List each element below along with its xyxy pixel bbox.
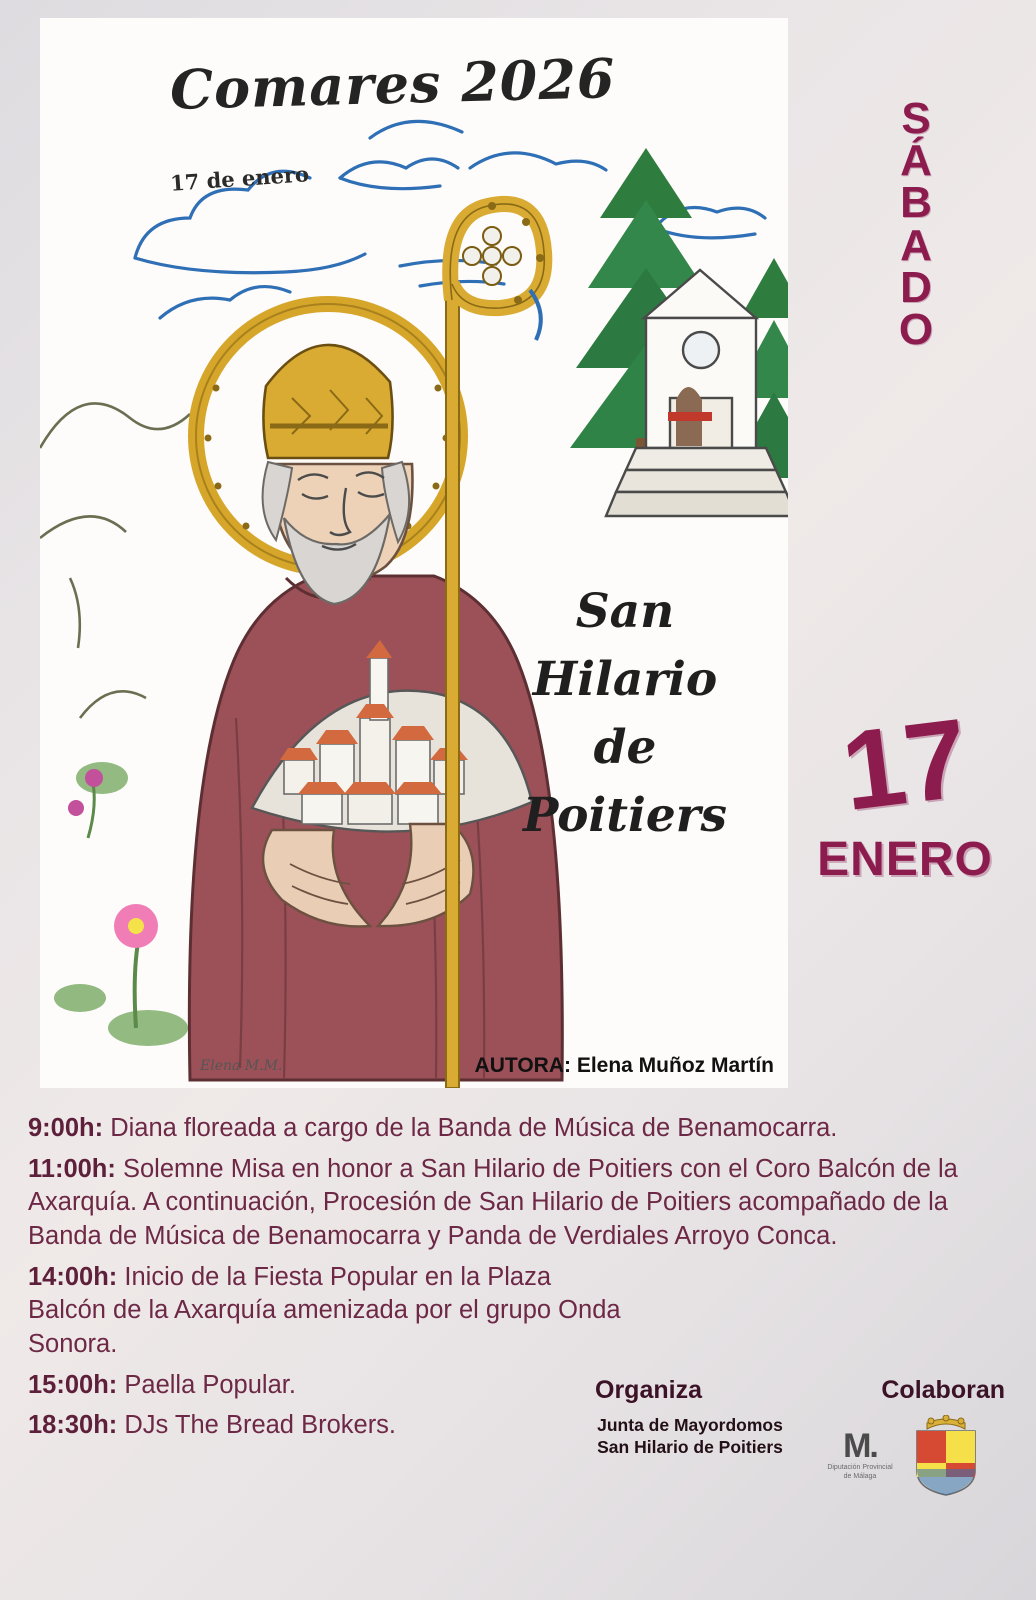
- weekday-vertical: [856, 94, 976, 355]
- saint-name-line-3: de: [593, 720, 657, 776]
- weekday-letter-5: D: [900, 262, 932, 312]
- weekday-letter-6: O: [898, 305, 934, 355]
- weekday-letter-3: B: [900, 178, 932, 228]
- schedule-time: 9:00h:: [28, 1114, 104, 1142]
- schedule-item: [28, 1261, 628, 1362]
- schedule-text: Paella Popular.: [117, 1370, 296, 1399]
- weekday-letter-2: Á: [900, 136, 932, 186]
- saint-name-line-1: San: [575, 584, 675, 639]
- artwork-title: Comares 2026: [169, 46, 617, 122]
- schedule-time: 14:00h:: [28, 1262, 118, 1291]
- sponsors-section: [575, 1376, 1015, 1497]
- saint-name-block: [480, 578, 770, 851]
- diputacion-caption-line-1: Diputación Provincial: [827, 1464, 893, 1472]
- schedule-text: Solemne Misa en honor a San Hilario de Poitiers con el Coro Balcón de la Axarquía. A continuación, Procesión de San Hilario de Poitiers acompañado de la Banda de Música de Benamocarra y Panda de Verdiales Arroyo Conca.: [28, 1154, 958, 1250]
- artwork-illustration: [40, 18, 788, 1088]
- diputacion-malaga-logo: [821, 1426, 899, 1481]
- saint-name-line-2: Hilario: [532, 652, 718, 708]
- event-month: ENERO: [817, 833, 993, 886]
- schedule-item: [28, 1153, 983, 1254]
- diputacion-caption-line-2: de Málaga: [843, 1472, 877, 1480]
- schedule-time: 15:00h:: [28, 1370, 118, 1399]
- organizer-name-line-1: Junta de Mayordomos: [597, 1415, 783, 1435]
- schedule-time: 11:00h:: [28, 1154, 116, 1183]
- event-day-number: 17: [835, 694, 975, 835]
- organizer-name-line-2: San Hilario de Poitiers: [597, 1436, 783, 1457]
- colaboran-label: Colaboran: [881, 1376, 1005, 1404]
- artist-signature: Elena M.M.: [200, 1058, 283, 1074]
- schedule-text: DJs The Bread Brokers.: [117, 1411, 397, 1440]
- organizer-name: [575, 1415, 805, 1459]
- artwork-handwritten-date: 17 de enero: [169, 161, 310, 196]
- diputacion-monogram-icon: М.: [843, 1426, 877, 1465]
- weekday-letter-4: A: [900, 220, 932, 270]
- artwork-panel: [40, 18, 788, 1088]
- schedule-item: [28, 1409, 628, 1443]
- collaborator-logos: [821, 1415, 979, 1497]
- author-credit: AUTORA: Elena Muñoz Martín: [474, 1054, 774, 1077]
- weekday-letter-1: S: [901, 94, 931, 143]
- schedule-item: [28, 1369, 628, 1403]
- comares-coat-of-arms-icon: [913, 1415, 979, 1497]
- schedule-item: [28, 1112, 983, 1146]
- schedule-text: Inicio de la Fiesta Popular en la Plaza Balcón de la Axarquía amenizada por el grupo Onda Sonora.: [28, 1262, 621, 1358]
- organiza-label: Organiza: [595, 1376, 702, 1404]
- schedule-text: Diana floreada a cargo de la Banda de Música de Benamocarra.: [103, 1114, 838, 1142]
- schedule-time: 18:30h:: [28, 1411, 118, 1440]
- saint-name-line-4: Poitiers: [523, 788, 727, 844]
